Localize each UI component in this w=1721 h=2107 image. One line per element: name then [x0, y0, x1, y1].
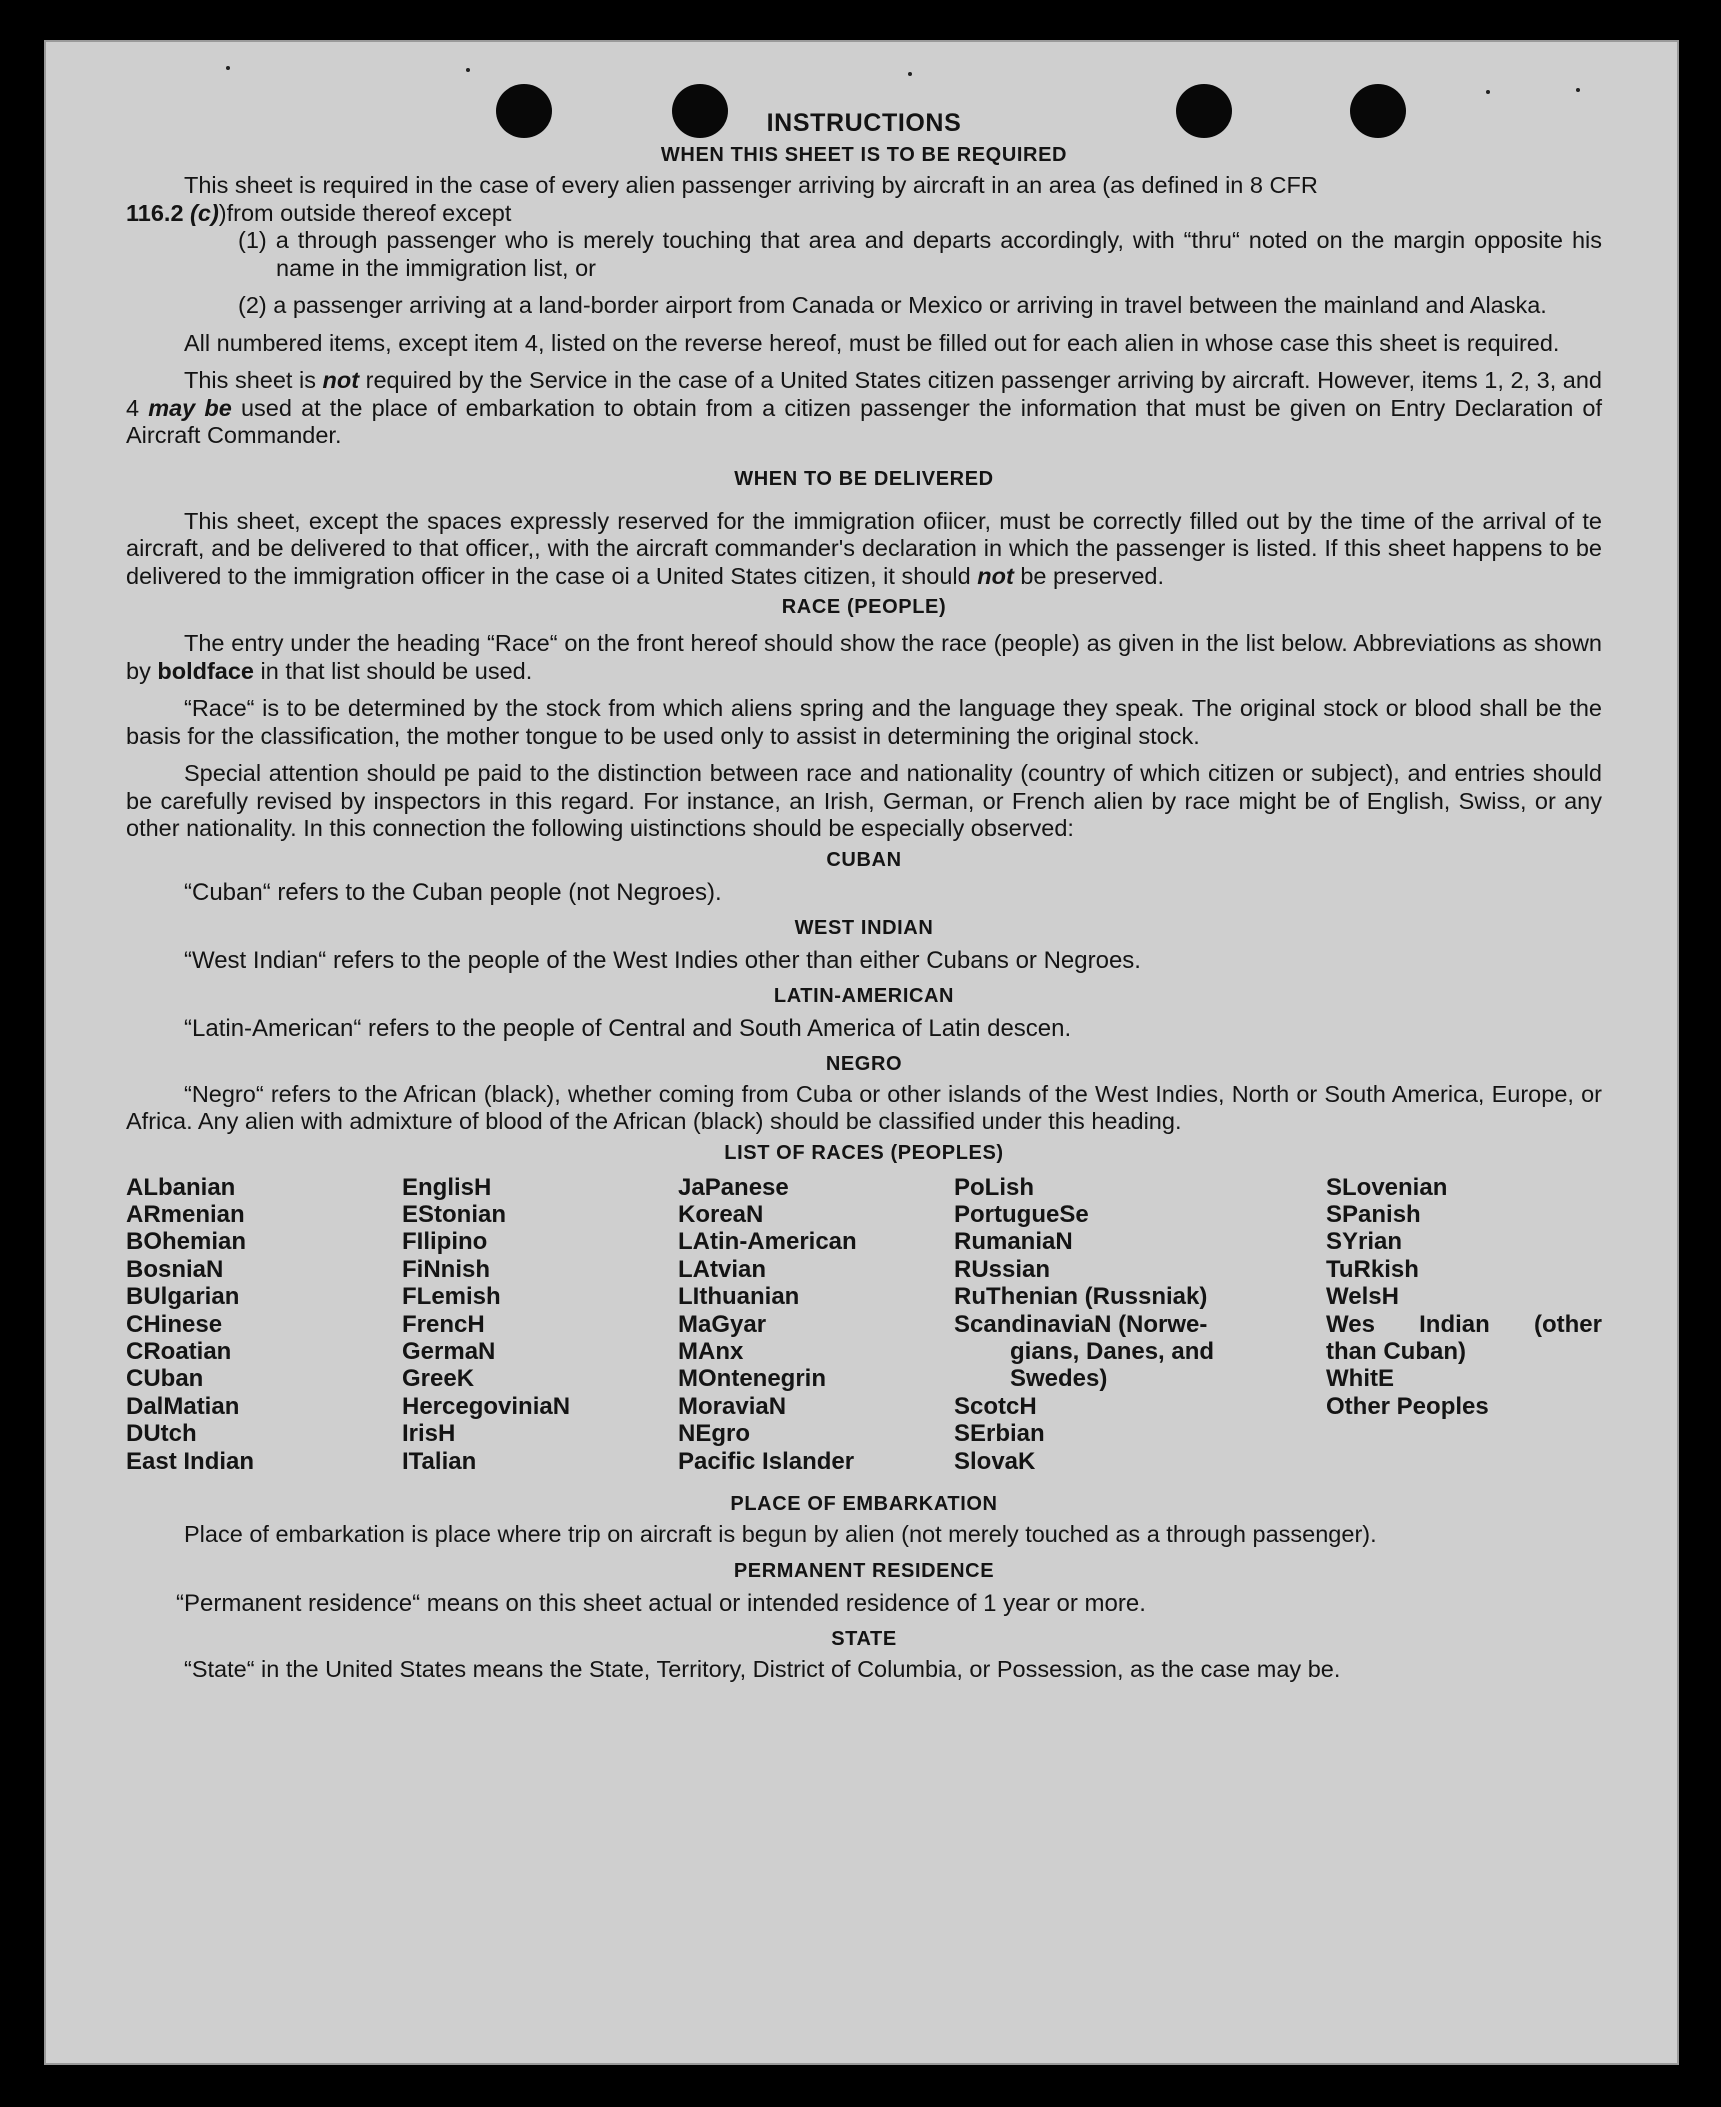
- race-item: SPanish: [1326, 1200, 1421, 1228]
- exception-item-1: (1) a through passenger who is merely touching that area and departs accordingly, with “thru“ noted on the margin opposite his name in the immigration list, or: [238, 227, 1602, 281]
- heading-race: RACE (PEOPLE): [781, 596, 947, 618]
- heading-permanent-residence: PERMANENT RESIDENCE: [733, 1560, 995, 1583]
- race-item: Other Peoples: [1326, 1392, 1489, 1420]
- race-item: FiNnish: [402, 1255, 490, 1283]
- heading-latin-american: LATIN-AMERICAN: [773, 984, 955, 1007]
- race-item: WelsH: [1326, 1283, 1399, 1311]
- race-item-continued: gians, Danes, and: [1010, 1337, 1215, 1365]
- paragraph-numbered-items: All numbered items, except item 4, listed on the reverse hereof, must be filled out for each alien in whose case this sheet is required.: [184, 329, 1560, 356]
- definition-latin-american: “Latin-American“ refers to the people of Central and South America of Latin descen.: [184, 1014, 1072, 1042]
- heading-embarkation: PLACE OF EMBARKATION: [730, 1492, 998, 1515]
- definition-cuban: “Cuban“ refers to the Cuban people (not Negroes).: [184, 878, 722, 906]
- instructions-body: [126, 104, 1602, 1684]
- race-item-word: (other: [1534, 1310, 1602, 1338]
- race-item: PortugueSe: [954, 1200, 1089, 1228]
- race-item: FLemish: [402, 1283, 501, 1311]
- race-item: LAtvian: [678, 1255, 767, 1283]
- race-item: CHinese: [126, 1310, 223, 1338]
- heading-state: STATE: [831, 1628, 897, 1651]
- race-item: ScotcH: [954, 1392, 1037, 1420]
- race-item: DUtch: [126, 1420, 197, 1448]
- speck: [1576, 88, 1580, 92]
- race-item: BUlgarian: [126, 1283, 240, 1311]
- race-item: CRoatian: [126, 1337, 232, 1365]
- race-item: HercegoviniaN: [402, 1392, 571, 1420]
- race-item: TuRkish: [1326, 1255, 1419, 1283]
- race-item: DalMatian: [126, 1392, 240, 1420]
- race-item: WhitE: [1326, 1365, 1394, 1393]
- document-page: [44, 40, 1679, 2065]
- heading-negro: NEGRO: [825, 1052, 903, 1075]
- paragraph-race-entry: The entry under the heading “Race“ on the front hereof should show the race (people) as given in the list below. Abbreviations as shown by boldface in that list should be used.: [126, 630, 1602, 684]
- speck: [908, 72, 912, 76]
- race-item: SYrian: [1326, 1228, 1403, 1256]
- race-item: [1326, 1311, 1602, 1338]
- race-item: LIthuanian: [678, 1283, 800, 1311]
- race-item-word: Wes: [1326, 1310, 1375, 1338]
- heading-list-of-races: LIST OF RACES (PEOPLES): [724, 1141, 1004, 1164]
- paragraph-citizen: This sheet is not required by the Service in the case of a United States citizen passenger arriving by aircraft. However, items 1, 2, 3, and 4 may be used at the place of embarkation to obtain from a citizen passenger the information that must be given on Entry Declaration of Aircraft Commander.: [126, 367, 1603, 448]
- race-item: EnglisH: [402, 1173, 492, 1201]
- race-item: MaGyar: [678, 1310, 767, 1338]
- race-column-3: [678, 1174, 954, 1475]
- definition-embarkation: Place of embarkation is place where trip on aircraft is begun by alien (not merely touched as a through passenger).: [184, 1520, 1377, 1547]
- race-item: SErbian: [954, 1420, 1045, 1448]
- exception-item-2: (2) a passenger arriving at a land-border airport from Canada or Mexico or arriving in travel between the mainland and Alaska.: [238, 292, 1547, 318]
- paragraph-race-nationality: Special attention should pe paid to the distinction between race and nationality (country of which citizen or subject), and entries should be carefully revised by inspectors in this regard. For instance, an Irish, German, or French alien by race might be of English, Swiss, or any other nationality. In this connection the following uistinctions should be especially observed:: [126, 760, 1602, 841]
- heading-when-delivered: WHEN TO BE DELIVERED: [734, 467, 994, 490]
- race-item: RUssian: [954, 1255, 1051, 1283]
- race-column-1: [126, 1174, 402, 1475]
- race-item: EStonian: [402, 1200, 507, 1228]
- race-item: ITalian: [402, 1447, 477, 1475]
- paragraph-delivered: This sheet, except the spaces expressly reserved for the immigration ofiicer, must be correctly filled out by the time of the arrival of te aircraft, and be delivered to that officer,, with the aircraft commander's declaration in which the passenger is listed. If this sheet happens to be delivered to the immigration officer in the case oi a United States citizen, it should not be preserved.: [126, 507, 1602, 589]
- race-item: KoreaN: [678, 1200, 764, 1228]
- race-item: East Indian: [126, 1447, 255, 1475]
- race-item: LAtin-American: [678, 1228, 857, 1256]
- heading-cuban: CUBAN: [826, 848, 902, 871]
- race-item: BOhemian: [126, 1228, 247, 1256]
- race-item: RumaniaN: [954, 1228, 1073, 1256]
- race-item: Pacific Islander: [678, 1447, 855, 1475]
- speck: [1486, 90, 1490, 94]
- race-item: GermaN: [402, 1337, 496, 1365]
- race-item: FrencH: [402, 1310, 485, 1338]
- race-item: SLovenian: [1326, 1173, 1448, 1201]
- definition-permanent-residence: “Permanent residence“ means on this sheet actual or intended residence of 1 year or more.: [176, 1590, 1146, 1618]
- definition-negro: “Negro“ refers to the African (black), whether coming from Cuba or other islands of the West Indies, North or South America, Europe, or Africa. Any alien with admixture of blood of the African (black) should be classified under this heading.: [126, 1080, 1602, 1134]
- race-item: NEgro: [678, 1420, 750, 1448]
- race-item: MoraviaN: [678, 1392, 787, 1420]
- race-column-4: [954, 1174, 1326, 1475]
- paragraph-race-stock: “Race“ is to be determined by the stock from which aliens spring and the language they speak. The original stock or blood shall be the basis for the classification, the mother tongue to be used only to assist in determining the original stock.: [126, 695, 1602, 749]
- speck: [226, 66, 230, 70]
- race-item: ScandinaviaN (Norwe-: [954, 1310, 1208, 1338]
- page-title: INSTRUCTIONS: [766, 109, 962, 137]
- race-item-continued: Swedes): [1010, 1365, 1108, 1393]
- race-item-continued: than Cuban): [1326, 1337, 1466, 1365]
- race-column-2: [402, 1174, 678, 1475]
- race-item: CUban: [126, 1365, 204, 1393]
- race-item: RuThenian (Russniak): [954, 1283, 1208, 1311]
- race-item: SlovaK: [954, 1447, 1036, 1475]
- heading-when-required: WHEN THIS SHEET IS TO BE REQUIRED: [660, 144, 1068, 166]
- race-item: MAnx: [678, 1337, 744, 1365]
- race-item: BosniaN: [126, 1255, 224, 1283]
- paragraph-required: This sheet is required in the case of every alien passenger arriving by aircraft in an area (as defined in 8 CFR 116.2 (c))from outside thereof except: [126, 172, 1318, 226]
- speck: [466, 68, 470, 72]
- heading-west-indian: WEST INDIAN: [794, 916, 934, 939]
- race-item: FIlipino: [402, 1228, 488, 1256]
- race-item: IrisH: [402, 1420, 456, 1448]
- race-item: JaPanese: [678, 1173, 789, 1201]
- race-item: GreeK: [402, 1365, 475, 1393]
- race-column-5: [1326, 1174, 1602, 1475]
- race-item: ARmenian: [126, 1200, 245, 1228]
- definition-west-indian: “West Indian“ refers to the people of the West Indies other than either Cubans or Negroes.: [184, 946, 1141, 974]
- race-item: PoLish: [954, 1173, 1035, 1201]
- race-item: ALbanian: [126, 1173, 236, 1201]
- race-list: [126, 1174, 1602, 1475]
- race-item-word: Indian: [1419, 1310, 1490, 1338]
- race-item: MOntenegrin: [678, 1365, 826, 1393]
- definition-state: “State“ in the United States means the State, Territory, District of Columbia, or Possession, as the case may be.: [184, 1656, 1341, 1683]
